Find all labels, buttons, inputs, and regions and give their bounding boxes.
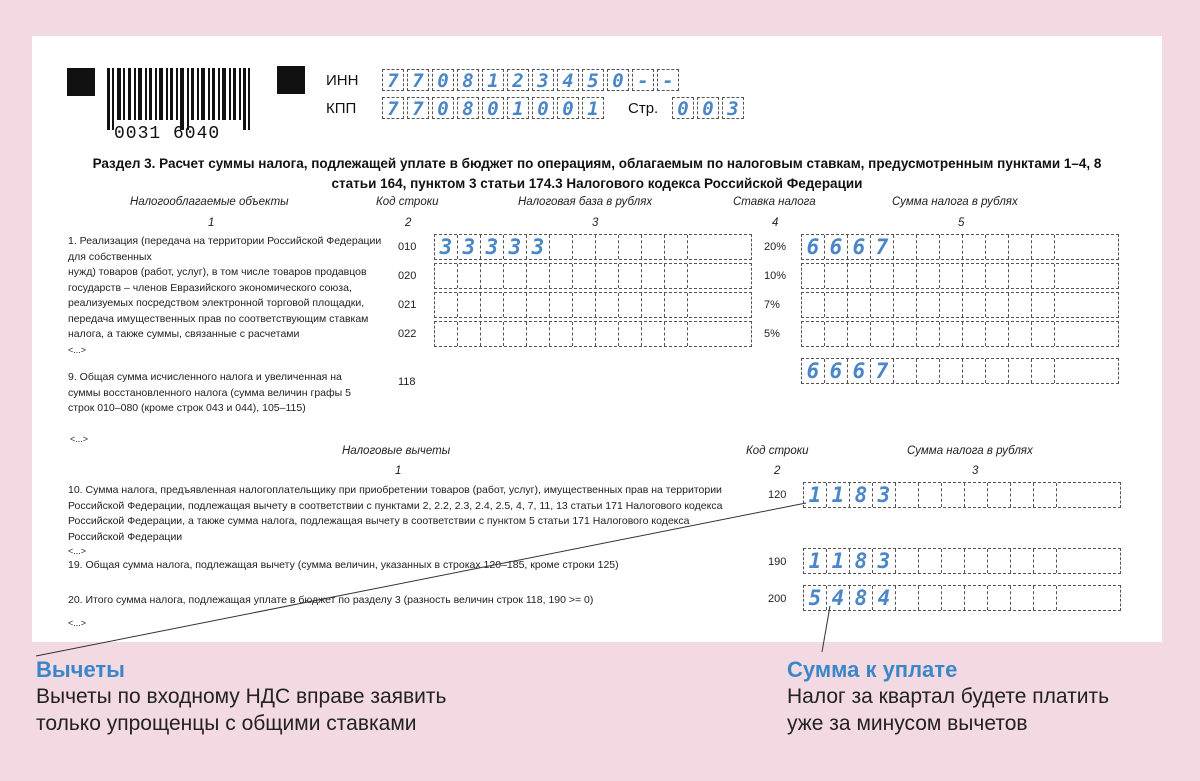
callout-deductions-line-2: только упрощенцы с общими ставками	[36, 712, 417, 735]
row-code-022: 022	[398, 328, 417, 340]
tax-digit: 6	[848, 235, 871, 259]
callout-deductions-title: Вычеты	[36, 657, 125, 682]
deductions-col-number-1: 1	[395, 465, 402, 477]
deductions-col-number-2: 2	[774, 465, 781, 477]
deductions-tax-header: Сумма налога в рублях	[907, 445, 1033, 457]
kpp-label: КПП	[326, 100, 357, 117]
kpp-digit-cell: 8	[457, 97, 479, 119]
callout-deductions-text	[36, 683, 446, 737]
deductions-col-number-3: 3	[972, 465, 979, 477]
tax-digit: 8	[850, 483, 873, 507]
row-10-description: 10. Сумма налога, предъявленная налогоплательщику при приобретении товаров (работ, услуг), имущественных прав на территории Российской Федерации, подлежащая вычету в соответствии с пунктами 2, 2.2, 2.3, 2.4, 2.5, 4, 7, 11, 13 статьи 171 Налогового кодекса Российской Федерации, а также сумма налога, подлежащая вычету в соответствии с пунктом 5 статьи 171 Налогового кодекса Российской Федерации	[68, 484, 723, 543]
tax-digit: 1	[827, 549, 850, 573]
base-digit: 3	[435, 235, 458, 259]
callout-payment-title: Сумма к уплате	[787, 657, 958, 682]
tax-digit: 1	[827, 483, 850, 507]
tax-digit: 7	[871, 235, 894, 259]
tax-digit: 7	[871, 359, 894, 383]
rate-022: 5%	[764, 328, 780, 340]
tax-digit: 4	[873, 586, 896, 610]
inn-digit-cell: 8	[457, 69, 479, 91]
tax-digit: 1	[804, 549, 827, 573]
rate-021: 7%	[764, 299, 780, 311]
tax-digit: 4	[827, 586, 850, 610]
kpp-digit-cell: 0	[557, 97, 579, 119]
page-digit-cell: 0	[672, 97, 694, 119]
row-code-200: 200	[768, 593, 787, 605]
tax-digit: 8	[850, 549, 873, 573]
col-header-code: Код строки	[376, 196, 439, 208]
row-code-118: 118	[398, 376, 416, 388]
row-code-021: 021	[398, 299, 417, 311]
inn-digit-cell: 7	[382, 69, 404, 91]
col-number-2: 2	[405, 217, 412, 229]
row-20-description: 20. Итого сумма налога, подлежащая уплате в бюджет по разделу 3 (разность величин строк 118, 190 >= 0)	[68, 594, 594, 606]
deductions-code-header: Код строки	[746, 445, 809, 457]
tax-digit: 6	[825, 359, 848, 383]
row-1-line-3: реализуемых посредством электронной торговой площадки, передача имущественных прав по соответствующим ставкам налога, а также суммы, связанные с расчетами	[68, 297, 369, 340]
deductions-header: Налоговые вычеты	[342, 445, 451, 457]
inn-digit-cell: 7	[407, 69, 429, 91]
inn-digit-cell: 1	[482, 69, 504, 91]
tax-digit: 3	[873, 549, 896, 573]
page-digit-cell: 0	[697, 97, 719, 119]
col-header-rate: Ставка налога	[733, 196, 816, 208]
inn-digit-cell: 3	[532, 69, 554, 91]
base-digit: 3	[481, 235, 504, 259]
inn-digit-cell: -	[657, 69, 679, 91]
kpp-digit-cell: 1	[507, 97, 529, 119]
col-header-tax: Сумма налога в рублях	[892, 196, 1018, 208]
col-number-3: 3	[592, 217, 599, 229]
barcode-number: 0031 6040	[114, 124, 221, 144]
row-19-description: 19. Общая сумма налога, подлежащая вычету (сумма величин, указанных в строках 120–185, кроме строки 125)	[68, 559, 619, 571]
rate-010: 20%	[764, 241, 787, 253]
col-header-base: Налоговая база в рублях	[518, 196, 653, 208]
col-number-4: 4	[772, 217, 779, 229]
base-digit: 3	[527, 235, 550, 259]
ellipsis: <...>	[70, 434, 89, 444]
page-digit-cell: 3	[722, 97, 744, 119]
page-label: Стр.	[628, 100, 659, 117]
tax-digit: 3	[873, 483, 896, 507]
inn-digit-cell: 4	[557, 69, 579, 91]
tax-digit: 6	[825, 235, 848, 259]
inn-digit-cell: 0	[432, 69, 454, 91]
base-digit: 3	[458, 235, 481, 259]
col-number-1: 1	[208, 217, 215, 229]
tax-digit: 6	[848, 359, 871, 383]
row-code-120: 120	[768, 489, 787, 501]
row-1-line-2: нужд) товаров (работ, услуг), в том числе товаров продавцов государств – членов Евразийского экономического союза,	[68, 266, 367, 294]
col-header-objects: Налогооблагаемые объекты	[130, 196, 289, 208]
row-code-190: 190	[768, 556, 787, 568]
kpp-digit-cell: 7	[382, 97, 404, 119]
inn-digit-cell: 0	[607, 69, 629, 91]
tax-digit: 8	[850, 586, 873, 610]
inn-digit-cell: 2	[507, 69, 529, 91]
row-code-020: 020	[398, 270, 417, 282]
callout-deductions-line-1: Вычеты по входному НДС вправе заявить	[36, 685, 447, 708]
callout-line-right	[822, 606, 830, 652]
kpp-digit-cell: 0	[432, 97, 454, 119]
kpp-digit-cell: 7	[407, 97, 429, 119]
col-number-5: 5	[958, 217, 965, 229]
kpp-digit-cell: 0	[532, 97, 554, 119]
callout-payment-text	[787, 683, 1109, 737]
row-code-010: 010	[398, 241, 417, 253]
kpp-digit-cell: 0	[482, 97, 504, 119]
callout-payment-line-2: уже за минусом вычетов	[787, 712, 1028, 735]
rate-020: 10%	[764, 270, 787, 282]
ellipsis: <...>	[68, 618, 87, 628]
tax-digit: 6	[802, 235, 825, 259]
ellipsis: <...>	[68, 546, 87, 556]
row-9-description: 9. Общая сумма исчисленного налога и увеличенная на суммы восстановленного налога (сумма величин графы 5 строк 010–080 (кроме строк 043 и 044), 105–115)	[68, 371, 351, 414]
callout-line-left	[36, 503, 806, 656]
base-digit: 3	[504, 235, 527, 259]
callout-payment-line-1: Налог за квартал будете платить	[787, 685, 1110, 708]
section-title: Раздел 3. Расчет суммы налога, подлежащей уплате в бюджет по операциям, облагаемым по налоговым ставкам, предусмотренным пунктами 1–4, 8 статьи 164, пунктом 3 статьи 174.3 Налогового кодекса Российской Федерации	[92, 156, 1102, 191]
inn-digit-cell: -	[632, 69, 654, 91]
tax-digit: 5	[804, 586, 827, 610]
tax-digit: 1	[804, 483, 827, 507]
kpp-digit-cell: 1	[582, 97, 604, 119]
ellipsis: <...>	[68, 344, 87, 355]
row-1-line-1: 1. Реализация (передача на территории Российской Федерации для собственных	[68, 235, 382, 263]
inn-digit-cell: 5	[582, 69, 604, 91]
inn-label: ИНН	[326, 72, 359, 89]
tax-digit: 6	[802, 359, 825, 383]
